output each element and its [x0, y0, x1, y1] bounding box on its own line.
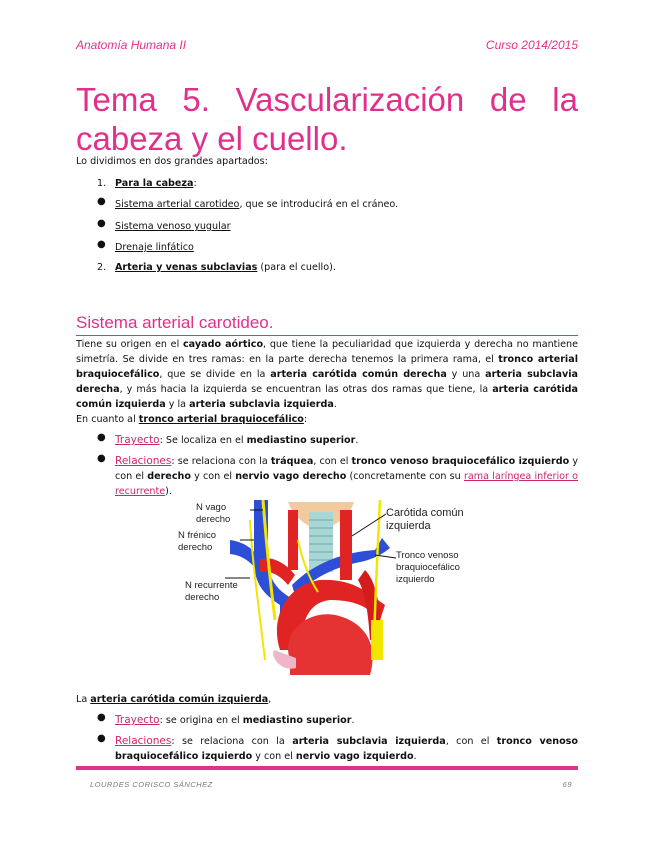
label-recurrente-line-1: N recurrente — [185, 580, 238, 591]
outline-sub-1-suffix: , que se introducirá en el cráneo. — [239, 199, 399, 210]
relaciones-label: Relaciones — [115, 455, 172, 467]
term-subclavia-izquierda: arteria subclavia izquierda — [189, 399, 334, 410]
tronco-trayecto — [115, 433, 358, 448]
text-run: ). — [165, 486, 172, 497]
term-subclavia-izquierda: arteria subclavia izquierda — [292, 736, 446, 747]
text-run: y con el — [190, 471, 236, 482]
bullet-icon: ● — [97, 432, 106, 443]
bullet-icon: ● — [97, 196, 106, 207]
text-run: . — [333, 399, 337, 410]
text-run: y la — [165, 399, 190, 410]
term-carotida-izquierda: arteria carótida común izquierda — [76, 384, 578, 410]
outline-item-1-suffix: : — [193, 178, 197, 189]
anatomy-figure — [170, 500, 492, 680]
origin-paragraph — [76, 337, 578, 412]
term-derecho: derecho — [147, 471, 191, 482]
outline-item-2-label: Arteria y venas subclavias — [115, 262, 258, 273]
text-run: y una — [446, 369, 486, 380]
section-heading: Sistema arterial carotideo. — [76, 313, 274, 332]
text-run: , y más hacia la izquierda se encuentran las otras dos ramas que tiene, la — [119, 384, 493, 395]
trayecto-label: Trayecto — [115, 434, 160, 446]
label-carotida-line-1: Carótida común — [386, 507, 464, 519]
term-mediastino-superior: mediastino superior — [246, 435, 356, 446]
footer-author: LOURDES CORISCO SÁNCHEZ — [90, 780, 213, 789]
label-carotida-line-2: izquierda — [386, 520, 431, 532]
text-run: . — [355, 435, 359, 446]
intro-text: Lo dividimos en dos grandes apartados: — [76, 156, 268, 167]
text-run: : Se localiza en el — [159, 435, 247, 446]
tronco-relaciones — [115, 454, 578, 499]
carotida-trayecto — [115, 713, 355, 728]
left-nerve-band — [371, 620, 383, 660]
page-title: Tema 5. Vascularización de la cabeza y el cuello. — [76, 81, 578, 157]
term-tronco-braquiocefalico: tronco arterial braquiocefálico — [76, 354, 578, 380]
term-tronco-braquiocefalico: tronco arterial braquiocefálico — [138, 414, 304, 425]
term-cayado-aortico: cayado aórtico — [183, 339, 264, 350]
term-traquea: tráquea — [270, 456, 314, 467]
label-recurrente-line-2: derecho — [185, 592, 220, 603]
bullet-icon: ● — [97, 733, 106, 744]
section-divider — [76, 335, 578, 336]
outline-sub-1-label: Sistema arterial carotideo — [115, 199, 240, 210]
trayecto-label: Trayecto — [115, 714, 160, 726]
text-run: y con el — [115, 456, 578, 482]
label-frenico-line-2: derecho — [178, 542, 213, 553]
text-run: , que tiene la peculiaridad que izquierda y derecha no mantiene simetría. Se divide en tres ramas: en la parte derecha tenemos la primera rama, el — [76, 339, 578, 365]
carotida-relaciones — [115, 734, 578, 764]
text-run: : — [303, 414, 308, 425]
text-run: : se relaciona con la — [171, 456, 271, 467]
label-tronco-venoso-line-2: braquiocefálico — [396, 562, 460, 573]
outline-item-2-suffix: (para el cuello). — [257, 262, 336, 273]
term-carotida-izquierda: arteria carótida común izquierda — [90, 694, 269, 705]
footer-page-number: 69 — [562, 780, 572, 789]
header-course-name: Anatomía Humana II — [76, 38, 187, 52]
text-run: En cuanto al — [76, 414, 139, 425]
bullet-icon: ● — [97, 453, 106, 464]
term-nervio-vago-derecho: nervio vago derecho — [235, 471, 347, 482]
outline-item-1 — [115, 176, 197, 191]
left-carotid-shape — [340, 510, 352, 580]
label-tronco-venoso-line-1: Tronco venoso — [396, 550, 459, 561]
text-run: : se origina en el — [159, 715, 243, 726]
bullet-icon: ● — [97, 239, 106, 250]
outline-item-1-number: 1. — [97, 178, 107, 189]
bullet-icon: ● — [97, 218, 106, 229]
text-run: : se relaciona con la — [171, 736, 293, 747]
text-run: Tiene su origen en el — [76, 339, 183, 350]
header-course-year: Curso 2014/2015 — [485, 38, 578, 52]
outline-sub-1 — [115, 197, 398, 212]
right-carotid-shape — [288, 510, 298, 570]
label-frenico-line-1: N frénico — [178, 530, 217, 541]
term-tronco-venoso-izquierdo: tronco venoso braquiocefálico izquierdo — [115, 736, 578, 762]
label-tronco-venoso-line-3: izquierdo — [396, 574, 435, 585]
outline-sub-3-label: Drenaje linfático — [115, 242, 194, 253]
text-run: La — [76, 694, 91, 705]
text-run: y con el — [252, 751, 296, 762]
outline-item-1-label: Para la cabeza — [115, 178, 194, 189]
term-subclavia-derecha: arteria subclavia derecha — [76, 369, 578, 395]
label-vago-line-1: N vago — [196, 502, 227, 513]
term-mediastino-superior: mediastino superior — [242, 715, 352, 726]
text-run: . — [351, 715, 355, 726]
outline-sub-2-label: Sistema venoso yugular — [115, 221, 231, 232]
footer-divider — [76, 766, 578, 770]
label-vago-line-2: derecho — [196, 514, 231, 525]
term-tronco-venoso-izquierdo: tronco venoso braquiocefálico izquierdo — [351, 456, 570, 467]
text-run: , — [268, 694, 272, 705]
term-carotida-derecha: arteria carótida común derecha — [270, 369, 447, 380]
outline-item-2 — [115, 260, 336, 275]
relaciones-label: Relaciones — [115, 735, 172, 747]
outline-item-2-number: 2. — [97, 262, 107, 273]
term-nervio-vago-izquierdo: nervio vago izquierdo — [295, 751, 414, 762]
carotida-intro — [76, 692, 271, 707]
term-rama-laringea: rama laríngea inferior o recurrente — [115, 471, 579, 497]
tronco-intro — [76, 412, 307, 427]
bullet-icon: ● — [97, 712, 106, 723]
text-run: , que se divide en la — [159, 369, 271, 380]
text-run: (concretamente con su — [346, 471, 464, 482]
text-run: , con el — [313, 456, 352, 467]
text-run: . — [413, 751, 417, 762]
text-run: , con el — [445, 736, 497, 747]
